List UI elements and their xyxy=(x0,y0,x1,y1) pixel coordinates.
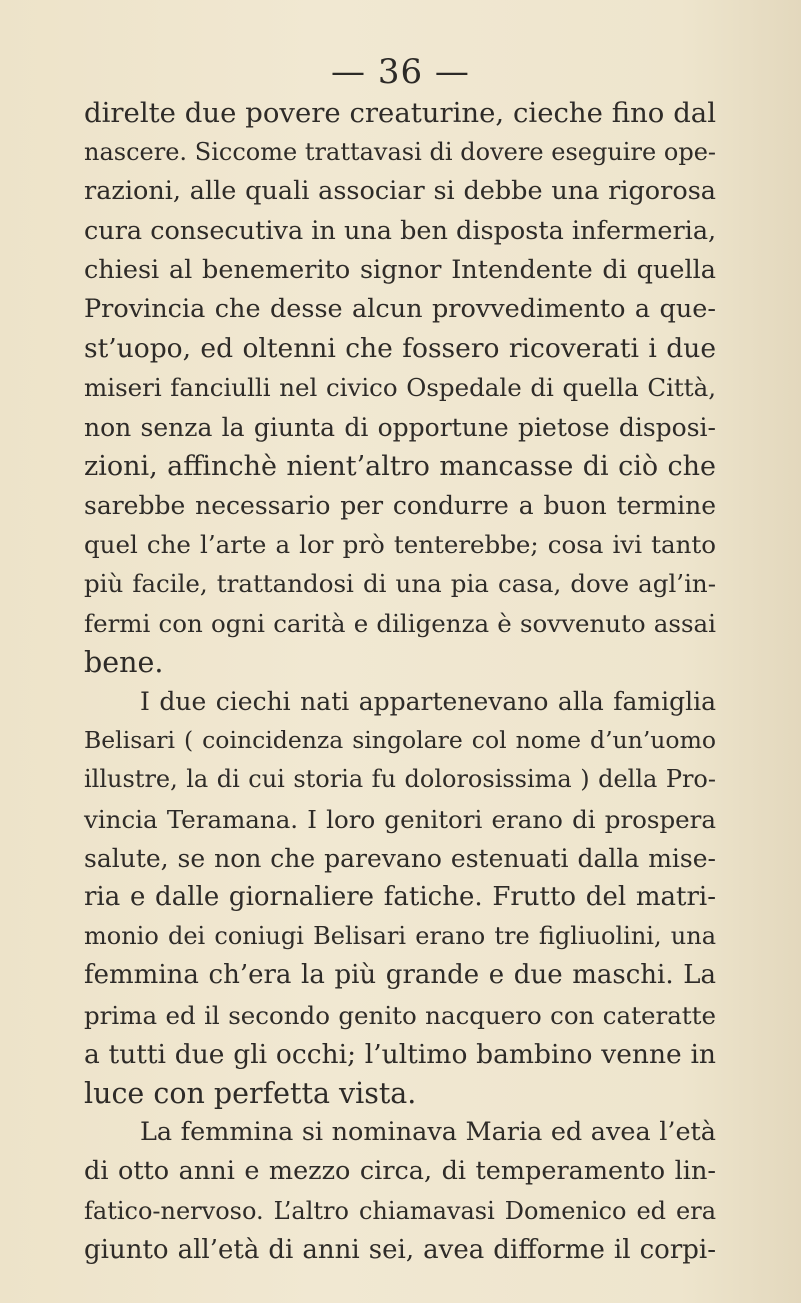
text-line: st’uopo, ed oltenni che fossero ricoverati i due xyxy=(84,333,716,365)
text-line: Belisari ( coincidenza singolare col nome d’un’uomo xyxy=(84,726,716,755)
text-line: miseri fanciulli nel civico Ospedale di quella Città, xyxy=(84,373,716,403)
text-line: femmina ch’era la più grande e due maschi. La xyxy=(84,960,716,991)
text-line: sarebbe necessario per condurre a buon termine xyxy=(84,491,716,521)
text-line: chiesi al benemerito signor Intendente di quella xyxy=(84,254,716,285)
text-line: razioni, alle quali associar si debbe una rigorosa xyxy=(84,176,716,207)
text-line: cura consecutiva in una ben disposta infermeria, xyxy=(84,215,717,246)
text-line: illustre, la di cui storia fu dolorosissima ) della Pro- xyxy=(84,765,716,794)
text-line: nascere. Siccome trattavasi di dovere eseguire ope- xyxy=(84,138,716,167)
page-number: — 36 — xyxy=(331,52,470,92)
text-line: vincia Teramana. I loro genitori erano di prospera xyxy=(84,804,716,834)
text-line: non senza la giunta di opportune pietose disposi- xyxy=(84,412,716,442)
text-line: di otto anni e mezzo circa, di temperamento lin- xyxy=(84,1156,716,1187)
body-text xyxy=(84,94,716,1270)
text-line: zioni, affinchè nient’altro mancasse di ciò che xyxy=(84,450,716,482)
text-line: giunto all’età di anni sei, avea difforme il corpi- xyxy=(84,1234,716,1265)
text-line: fermi con ogni carità e diligenza è sovvenuto assai xyxy=(84,608,716,638)
text-line: bene. xyxy=(84,645,164,679)
text-line: fatico-nervoso. L’altro chiamavasi Domenico ed era xyxy=(84,1196,716,1225)
text-line: monio dei coniugi Belisari erano tre figliuolini, una xyxy=(84,922,716,951)
text-line: La femmina si nominava Maria ed avea l’età xyxy=(140,1117,716,1148)
text-line: I due ciechi nati appartenevano alla famiglia xyxy=(140,687,716,717)
text-line: quel che l’arte a lor prò tenterebbe; cosa ivi tanto xyxy=(84,530,716,560)
text-line: più facile, trattandosi di una pia casa, dove agl’in- xyxy=(84,569,716,599)
text-line: ria e dalle giornaliere fatiche. Frutto del matri- xyxy=(84,882,716,913)
text-line: luce con perfetta vista. xyxy=(84,1077,417,1111)
text-line: a tutti due gli occhi; l’ultimo bambino venne in xyxy=(84,1038,716,1070)
text-line: salute, se non che parevano estenuati dalla mise- xyxy=(84,843,716,873)
text-line: direlte due povere creaturine, cieche fino dal xyxy=(84,97,716,129)
text-line: Provincia che desse alcun provvedimento a que- xyxy=(84,294,716,325)
text-line: prima ed il secondo genito nacquero con cateratte xyxy=(84,1000,716,1030)
